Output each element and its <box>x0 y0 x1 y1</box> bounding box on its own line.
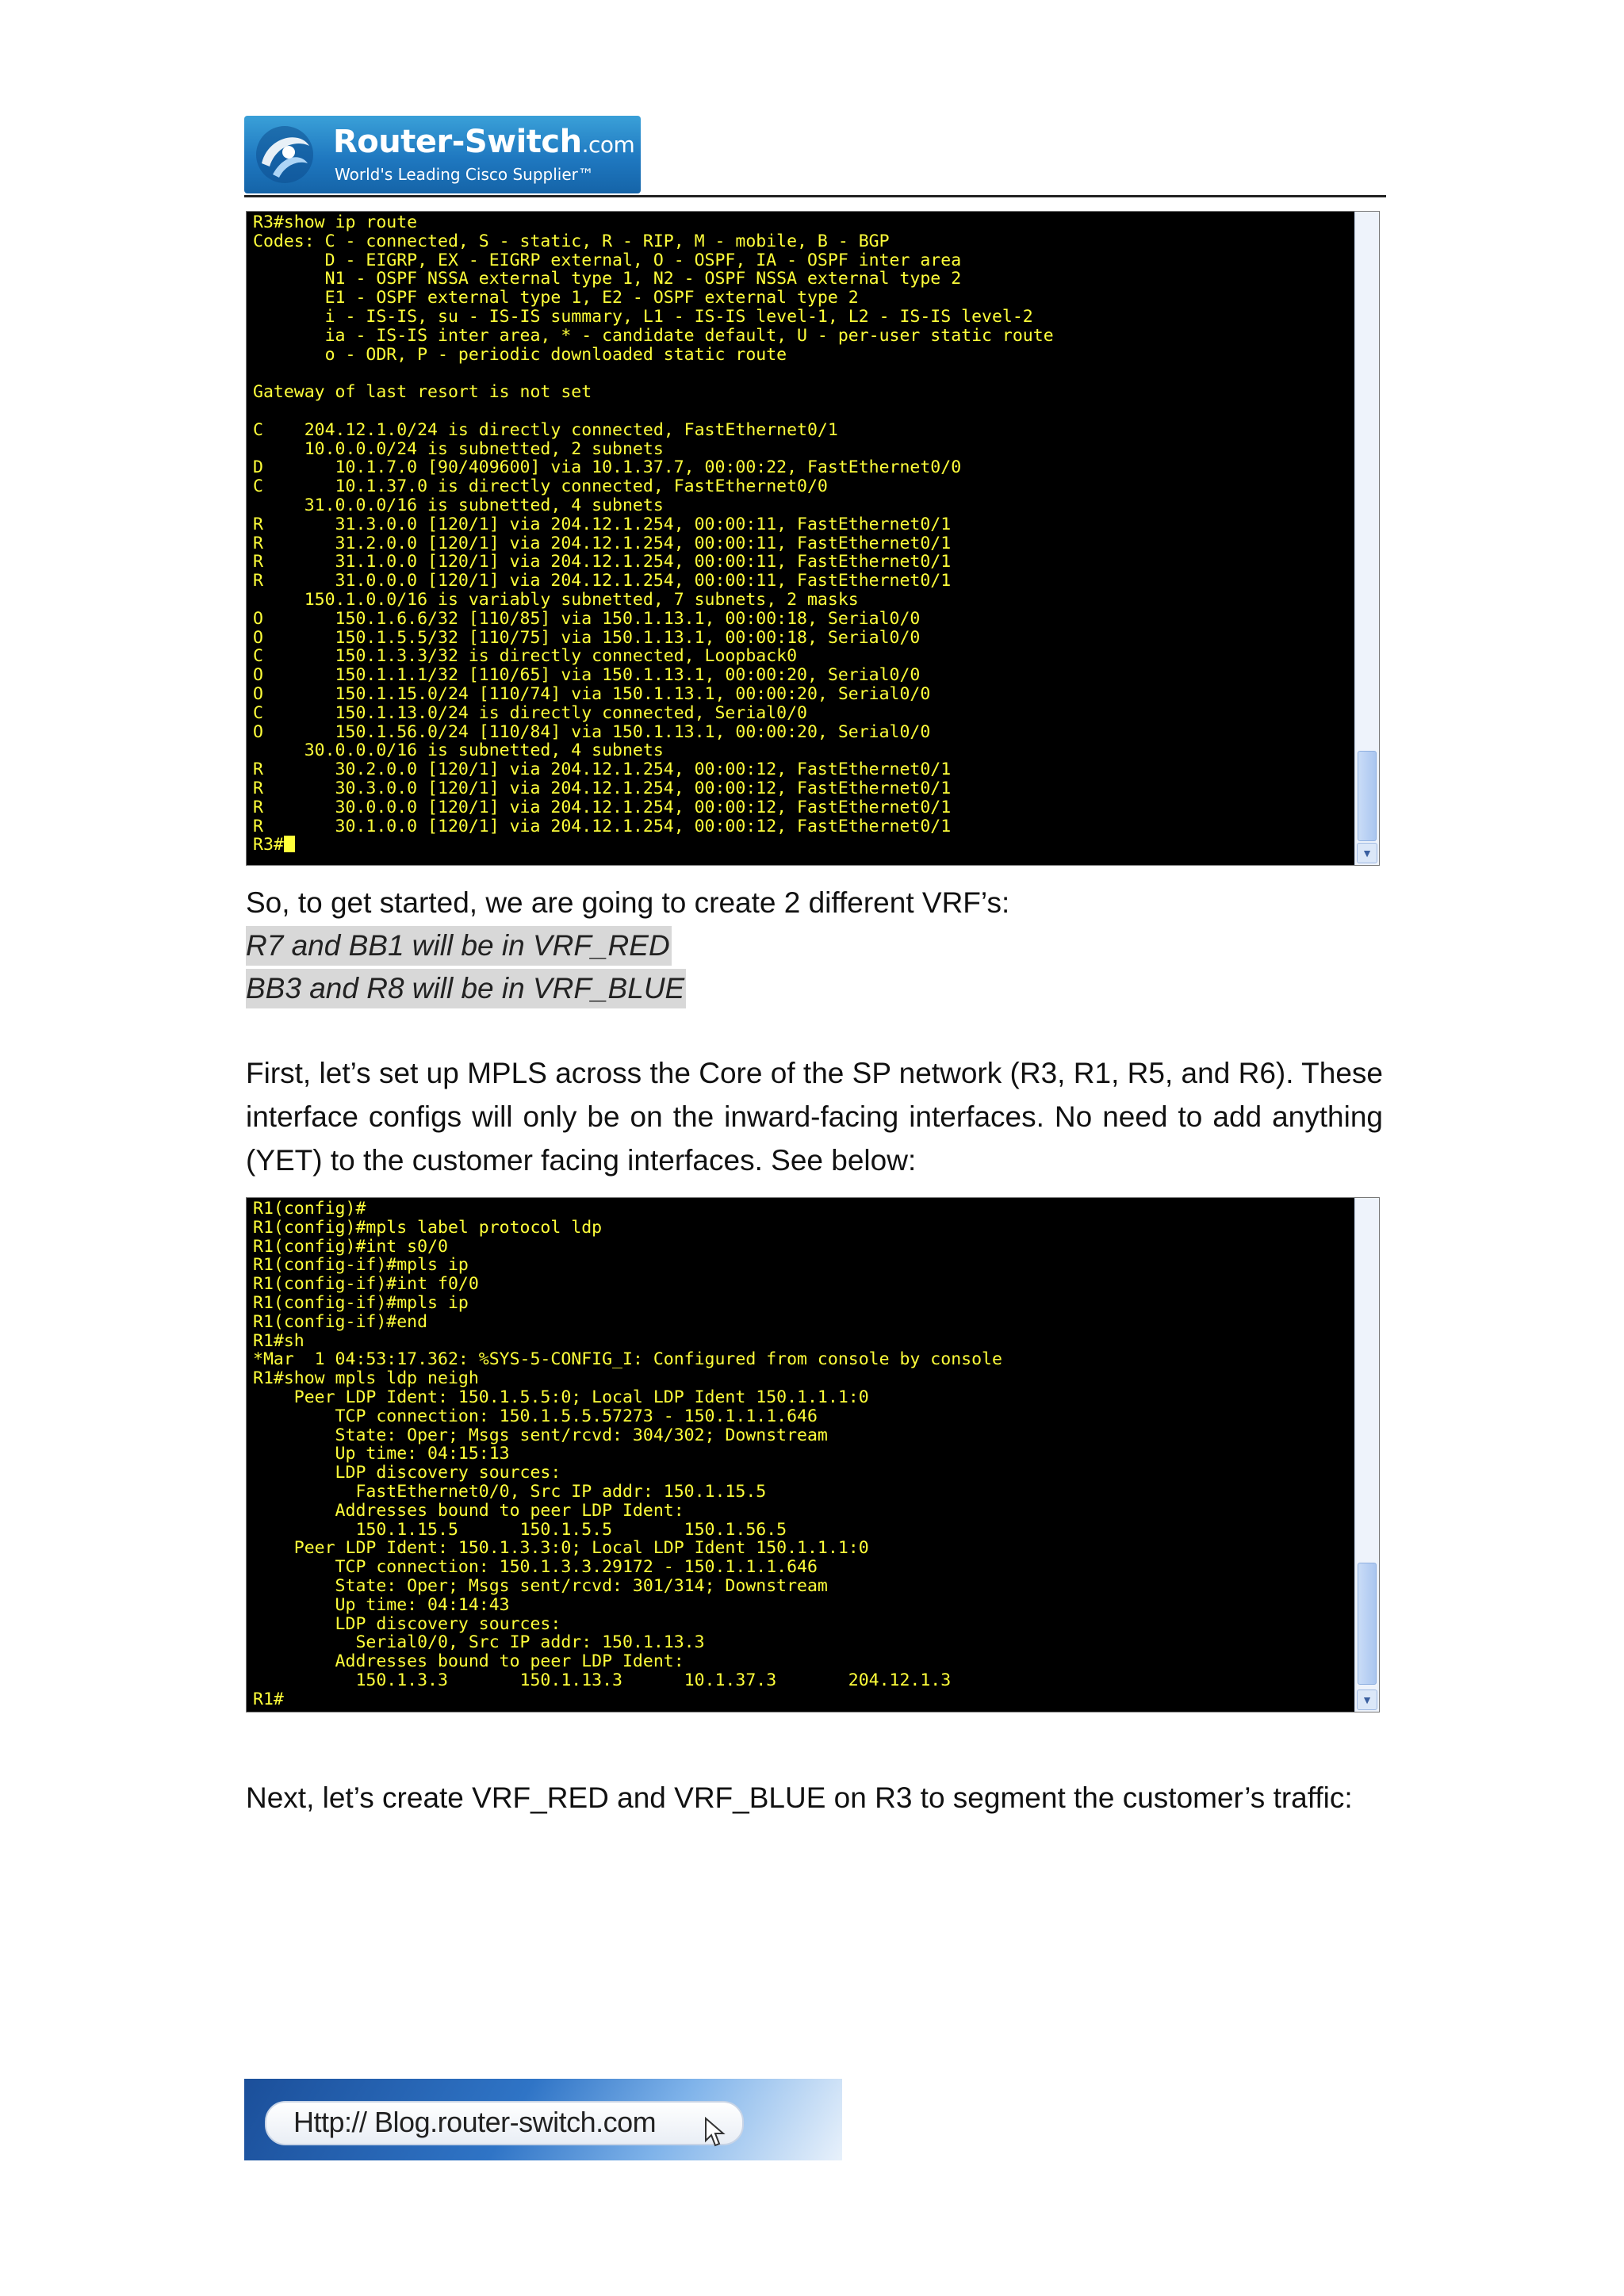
terminal-scrollbar[interactable] <box>1354 212 1379 865</box>
brand-tagline: World's Leading Cisco Supplier™ <box>335 165 594 184</box>
scroll-down-arrow-icon[interactable]: ▼ <box>1357 843 1377 863</box>
header-divider <box>244 195 1386 197</box>
vrf-red-line: R7 and BB1 will be in VRF_RED <box>246 926 672 966</box>
terminal-show-ip-route <box>246 211 1380 866</box>
terminal-output: R3#show ip route Codes: C - connected, S - static, R - RIP, M - mobile, B - BGP D - EIGRP, EX - EIGRP external, O - OSPF, IA - OSPF inter area N1 - OSPF NSSA external type 1, N2 - OSPF NSSA external type 2 E1 - OSPF external type 1, E2 - OSPF external type 2 i - IS-IS, su - IS-IS summary, L1 - IS-IS level-1, L2 - IS-IS level-2 ia - IS-IS inter area, * - candidate default, U - per-user static route o - ODR, P - periodic downloaded static route Gateway of last resort is not set C 204.12.1.0/24 is directly connected, FastEthernet0/1 10.0.0.0/24 is subnetted, 2 subnets D 10.1.7.0 [90/409600] via 10.1.37.7, 00:00:22, FastEthernet0/0 C 10.1.37.0 is directly connected, FastEthernet0/0 31.0.0.0/16 is subnetted, 4 subnets R 31.3.0.0 [120/1] via 204.12.1.254, 00:00:11, FastEthernet0/1 R 31.2.0.0 [120/1] via 204.12.1.254, 00:00:11, FastEthernet0/1 R 31.1.0.0 [120/1] via 204.12.1.254, 00:00:11, FastEthernet0/1 R 31.0.0.0 [120/1] via 204.12.1.254, 00:00:11, FastEthernet0/1 150.1.0.0/16 is variably subnetted, 7 subnets, 2 masks O 150.1.6.6/32 [110/85] via 150.1.13.1, 00:00:18, Serial0/0 O 150.1.5.5/32 [110/75] via 150.1.13.1, 00:00:18, Serial0/0 C 150.1.3.3/32 is directly connected, Loopback0 O 150.1.1.1/32 [110/65] via 150.1.13.1, 00:00:20, Serial0/0 O 150.1.15.0/24 [110/74] via 150.1.13.1, 00:00:20, Serial0/0 C 150.1.13.0/24 is directly connected, Serial0/0 O 150.1.56.0/24 [110/84] via 150.1.13.1, 00:00:20, Serial0/0 30.0.0.0/16 is subnetted, 4 subnets R 30.2.0.0 [120/1] via 204.12.1.254, 00:00:12, FastEthernet0/1 R 30.3.0.0 [120/1] via 204.12.1.254, 00:00:12, FastEthernet0/1 R 30.0.0.0 [120/1] via 204.12.1.254, 00:00:12, FastEthernet0/1 R 30.1.0.0 [120/1] via 204.12.1.254, 00:00:12, FastEthernet0/1 R3# <box>253 212 1054 855</box>
scroll-down-arrow-icon[interactable]: ▼ <box>1357 1689 1377 1710</box>
scrollbar-thumb[interactable] <box>1358 1563 1377 1685</box>
terminal-mpls-config <box>246 1197 1380 1712</box>
blog-url: Http:// Blog.router-switch.com <box>293 2106 657 2138</box>
mouse-pointer-icon <box>704 2117 728 2149</box>
globe-swoosh-icon <box>252 122 317 187</box>
cursor-block <box>284 836 295 852</box>
mpls-paragraph: First, let’s set up MPLS across the Core of the SP network (R3, R1, R5, and R6). These interface configs will only be on the inward-facing interfaces. No need to add anything (YET) to the customer facing interfaces. See below: <box>246 1057 1383 1177</box>
terminal-scrollbar[interactable] <box>1354 1198 1379 1712</box>
blog-banner <box>244 2079 842 2160</box>
next-paragraph: Next, let’s create VRF_RED and VRF_BLUE on R3 to segment the customer’s traffic: <box>246 1781 1353 1814</box>
scrollbar-thumb[interactable] <box>1358 751 1377 841</box>
brand-name: Router-Switch.com <box>333 124 635 160</box>
intro-paragraph: So, to get started, we are going to create 2 different VRF’s: <box>246 886 1010 919</box>
terminal-output: R1(config)# R1(config)#mpls label protocol ldp R1(config)#int s0/0 R1(config-if)#mpls ip R1(config-if)#int f0/0 R1(config-if)#mpls ip R1(config-if)#end R1#sh *Mar 1 04:53:17.362: %SYS-5-CONFIG_I: Configured from console by console R1#show mpls ldp neigh Peer LDP Ident: 150.1.5.5:0; Local LDP Ident 150.1.1.1:0 TCP connection: 150.1.5.5.57273 - 150.1.1.1.646 State: Oper; Msgs sent/rcvd: 304/302; Downstream Up time: 04:15:13 LDP discovery sources: FastEthernet0/0, Src IP addr: 150.1.15.5 Addresses bound to peer LDP Ident: 150.1.15.5 150.1.5.5 150.1.56.5 Peer LDP Ident: 150.1.3.3:0; Local LDP Ident 150.1.1.1:0 TCP connection: 150.1.3.3.29172 - 150.1.1.1.646 State: Oper; Msgs sent/rcvd: 301/314; Downstream Up time: 04:14:43 LDP discovery sources: Serial0/0, Src IP addr: 150.1.13.3 Addresses bound to peer LDP Ident: 150.1.3.3 150.1.13.3 10.1.37.3 204.12.1.3 R1# <box>253 1199 1002 1709</box>
router-switch-logo <box>244 116 641 193</box>
vrf-blue-line: BB3 and R8 will be in VRF_BLUE <box>246 969 686 1008</box>
